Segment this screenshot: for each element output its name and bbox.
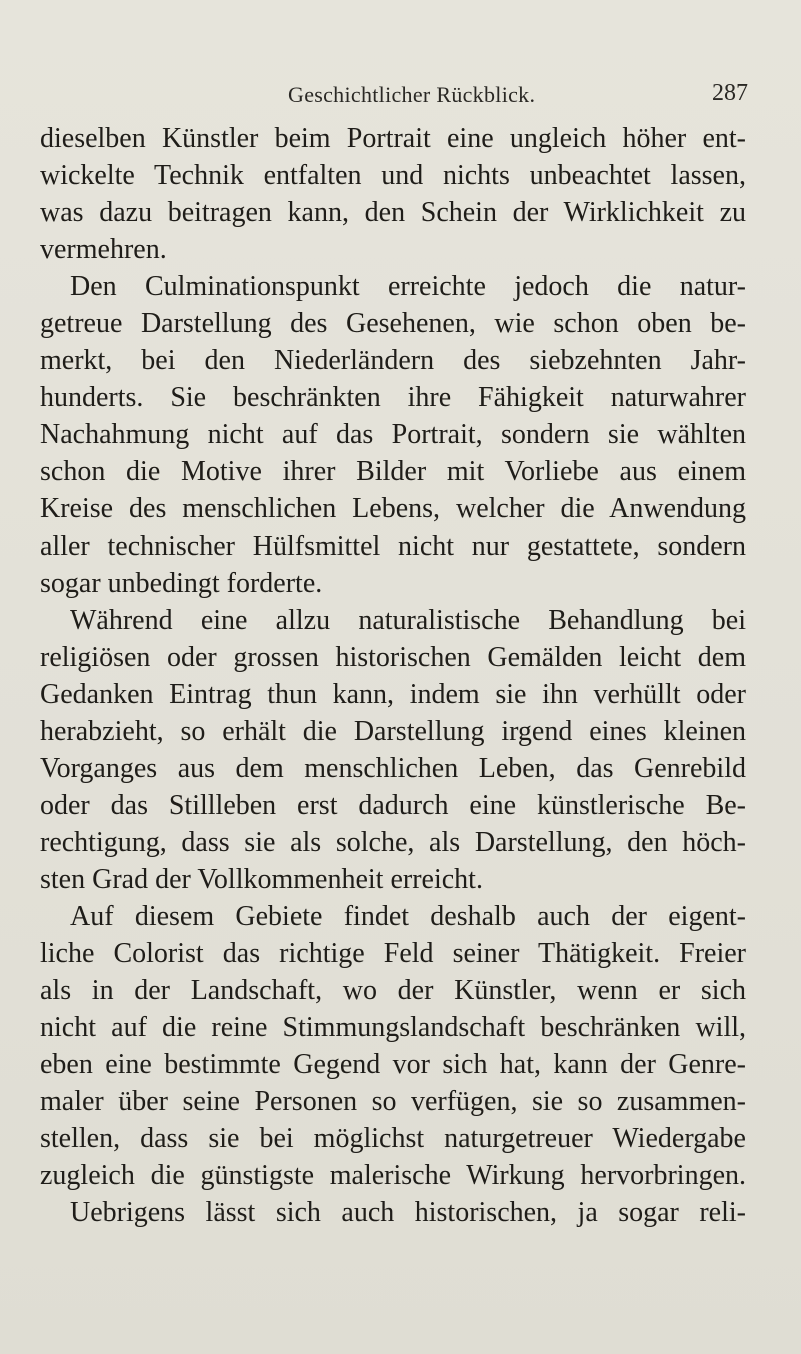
text-line: Vorganges aus dem menschlichen Leben, das Genrebild [40,752,746,784]
text-line: was dazu beitragen kann, den Schein der Wirklichkeit zu [40,197,746,229]
paragraph-start-line: Uebrigens lässt sich auch historischen, ja sogar reli- [70,1197,746,1229]
text-line: als in der Landschaft, wo der Künstler, wenn er sich [40,975,746,1007]
text-line: eben eine bestimmte Gegend vor sich hat, kann der Genre- [40,1049,746,1081]
text-line: hunderts. Sie beschränkten ihre Fähigkeit naturwahrer [40,382,746,414]
text-line: nicht auf die reine Stimmungslandschaft beschränken will, [40,1012,746,1044]
text-line: rechtigung, dass sie als solche, als Darstellung, den höch- [40,826,746,858]
paragraph-start-line: Während eine allzu naturalistische Behandlung bei [70,604,746,636]
paragraph-start-line: Den Culminationspunkt erreichte jedoch die natur- [70,271,746,303]
paragraph-start-line: Auf diesem Gebiete findet deshalb auch der eigent- [70,900,746,932]
text-line: sogar unbedingt forderte. [40,567,323,599]
text-line: sten Grad der Vollkommenheit erreicht. [40,863,483,895]
text-line: getreue Darstellung des Gesehenen, wie schon oben be- [40,308,746,340]
page-number: 287 [712,80,748,106]
text-line: Nachahmung nicht auf das Portrait, sondern sie wählten [40,419,746,451]
text-line: stellen, dass sie bei möglichst naturgetreuer Wiedergabe [40,1123,746,1155]
text-line: schon die Motive ihrer Bilder mit Vorliebe aus einem [40,456,746,488]
text-line: liche Colorist das richtige Feld seiner Thätigkeit. Freier [40,938,746,970]
text-line: dieselben Künstler beim Portrait eine ungleich höher ent- [40,123,746,154]
text-line: religiösen oder grossen historischen Gemälden leicht dem [40,641,746,673]
text-line: Gedanken Eintrag thun kann, indem sie ihn verhüllt oder [40,678,746,710]
body-text [40,120,746,1231]
text-line: aller technischer Hülfsmittel nicht nur gestattete, sondern [40,530,746,562]
text-line: wickelte Technik entfalten und nichts unbeachtet lassen, [40,160,746,192]
text-line: herabzieht, so erhält die Darstellung irgend eines kleinen [40,715,746,747]
text-line: oder das Stillleben erst dadurch eine künstlerische Be- [40,789,746,821]
text-line: maler über seine Personen so verfügen, sie so zusammen- [40,1086,746,1118]
text-line: Kreise des menschlichen Lebens, welcher die Anwendung [40,493,746,525]
running-title: Geschichtlicher Rückblick. [288,82,536,107]
text-line: vermehren. [40,234,167,266]
text-line: zugleich die günstigste malerische Wirkung hervorbringen. [40,1160,746,1192]
text-line: merkt, bei den Niederländern des siebzehnten Jahr- [40,345,746,377]
